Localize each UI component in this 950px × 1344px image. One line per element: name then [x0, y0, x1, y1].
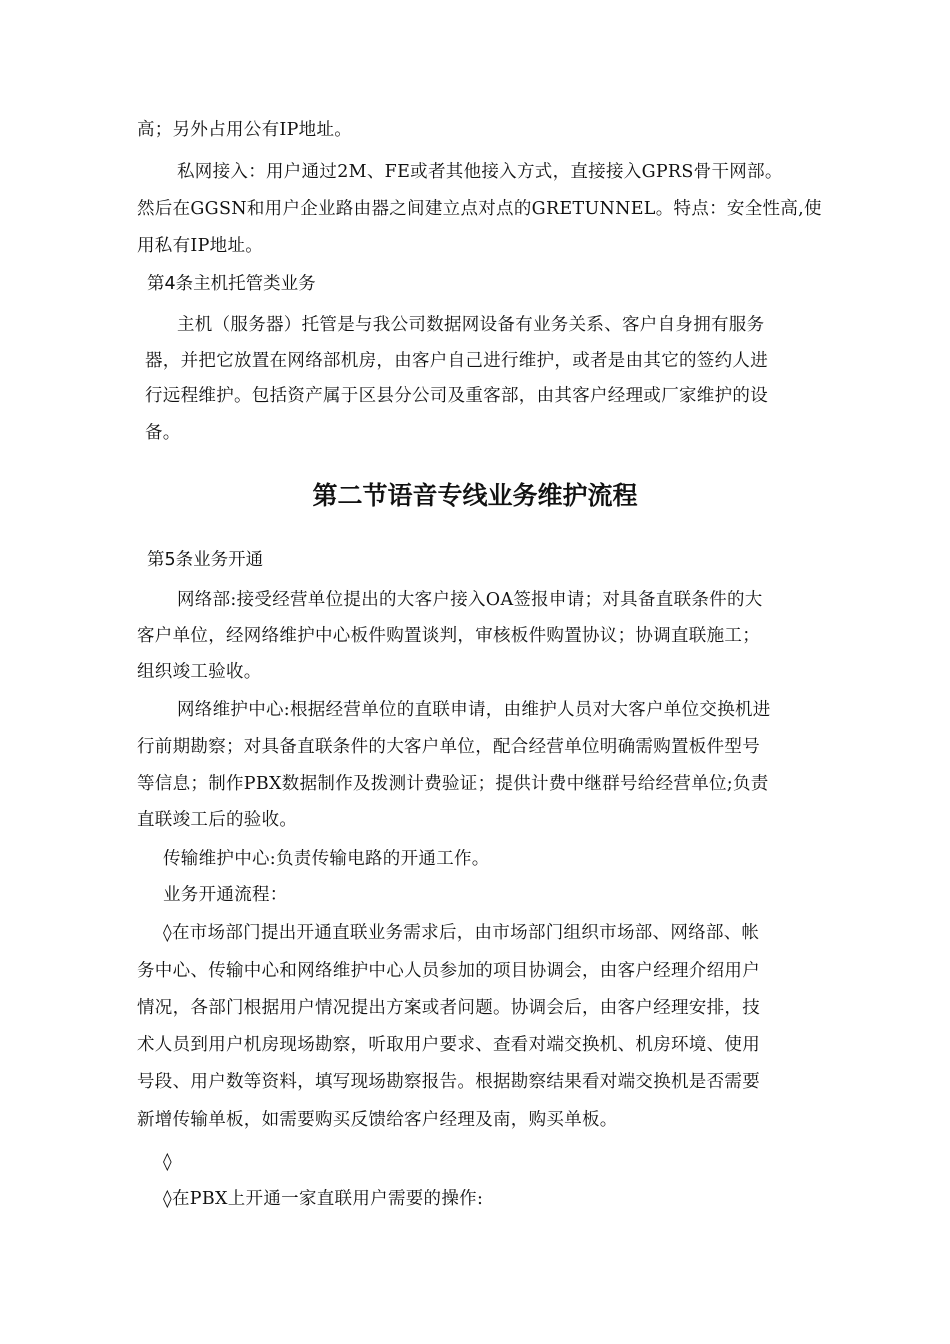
text-line: 用私有IP地址。 — [137, 236, 264, 256]
text-line: 然后在GGSN和用户企业路由器之间建立点对点的GRETUNNEL。特点：安全性高,使 — [137, 199, 822, 219]
text-line: 行远程维护。包括资产属于区县分公司及重客部，由其客户经理或厂家维护的设 — [145, 386, 768, 406]
text-line: 高；另外占用公有IP地址。 — [137, 120, 353, 140]
text-line: 私网接入：用户通过2M、FE或者其他接入方式，直接接入GPRS骨干网部。 — [177, 162, 783, 182]
text-line: 传输维护中心:负责传输电路的开通工作。 — [163, 849, 490, 869]
text-line: ◊在PBX上开通一家直联用户需要的操作: — [163, 1189, 484, 1209]
text-line: 术人员到用户机房现场勘察，听取用户要求、查看对端交换机、机房环境、使用 — [137, 1035, 760, 1055]
section-title: 第二节语音专线业务维护流程 — [312, 481, 638, 510]
text-line: 客户单位，经网络维护中心板件购置谈判，审核板件购置协议；协调直联施工； — [137, 626, 760, 646]
text-line: 号段、用户数等资料，填写现场勘察报告。根据勘察结果看对端交换机是否需要 — [137, 1072, 760, 1092]
article-5-heading: 第5条业务开通 — [147, 550, 264, 570]
text-line: 网络维护中心:根据经营单位的直联申请，由维护人员对大客户单位交换机进 — [177, 700, 771, 720]
text-line: 器，并把它放置在网络部机房，由客户自己进行维护，或者是由其它的签约人进 — [145, 351, 768, 371]
text-line: 主机（服务器）托管是与我公司数据网设备有业务关系、客户自身拥有服务 — [177, 315, 765, 335]
text-line: 备。 — [145, 423, 181, 443]
text-line: ◊在市场部门提出开通直联业务需求后，由市场部门组织市场部、网络部、帐 — [163, 923, 760, 943]
text-line: 新增传输单板，如需要购买反馈给客户经理及南，购买单板。 — [137, 1110, 618, 1130]
text-line: 情况，各部门根据用户情况提出方案或者问题。协调会后，由客户经理安排，技 — [137, 998, 760, 1018]
article-4-heading: 第4条主机托管类业务 — [147, 274, 316, 294]
text-line: 组织竣工验收。 — [137, 662, 262, 682]
text-line: 直联竣工后的验收。 — [137, 810, 298, 830]
text-line: 行前期勘察；对具备直联条件的大客户单位，配合经营单位明确需购置板件型号 — [137, 737, 760, 757]
text-line: 网络部:接受经营单位提出的大客户接入OA签报申请；对具备直联条件的大 — [177, 590, 763, 610]
text-line: ◊ — [163, 1152, 172, 1172]
text-line: 务中心、传输中心和网络维护中心人员参加的项目协调会，由客户经理介绍用户 — [137, 961, 760, 981]
text-line: 等信息；制作PBX数据制作及拨测计费验证；提供计费中继群号给经营单位;负责 — [137, 774, 769, 794]
text-line: 业务开通流程： — [163, 885, 288, 905]
